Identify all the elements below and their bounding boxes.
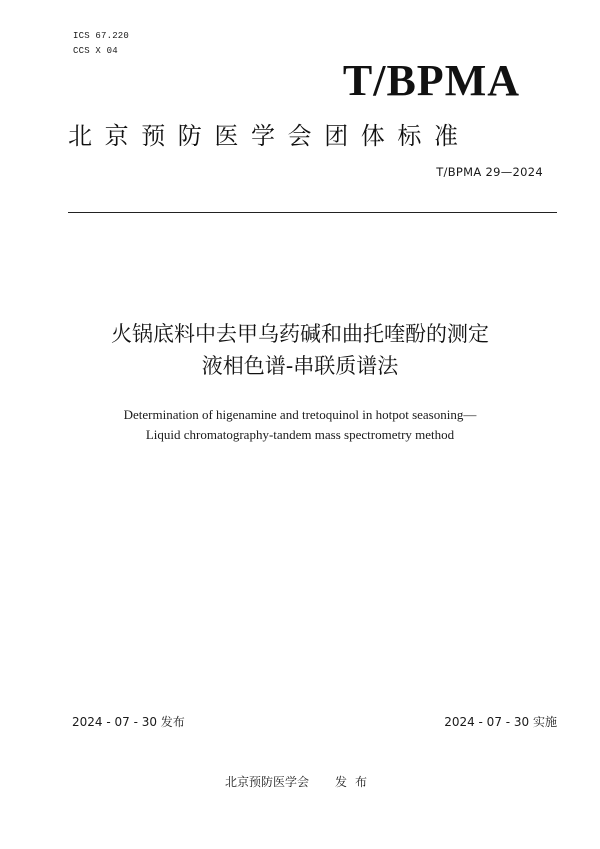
- ics-code: ICS 67.220: [73, 31, 130, 41]
- standard-number: T/BPMA 29—2024: [436, 165, 543, 179]
- implementation-date: 2024 - 07 - 30 实施: [444, 715, 557, 729]
- standard-logo: T/BPMA: [342, 56, 520, 105]
- chinese-title-line-1: 火锅底料中去甲乌药碱和曲托喹酚的测定: [111, 322, 489, 346]
- publisher-line: [0, 773, 600, 790]
- publish-action: 发布: [335, 775, 376, 789]
- organization-title: 北京预防医学会团体标准: [68, 122, 471, 150]
- issue-date: 2024 - 07 - 30 发布: [72, 715, 185, 729]
- english-title-line-2: Liquid chromatography-tandem mass spectrometry method: [145, 427, 455, 442]
- publisher-name: 北京预防医学会: [224, 775, 309, 789]
- header-divider: [68, 212, 557, 213]
- chinese-title-line-2: 液相色谱-串联质谱法: [201, 354, 399, 378]
- english-title-line-1: Determination of higenamine and tretoquinol in hotpot seasoning—: [123, 407, 477, 422]
- ccs-code: CCS X 04: [73, 46, 118, 56]
